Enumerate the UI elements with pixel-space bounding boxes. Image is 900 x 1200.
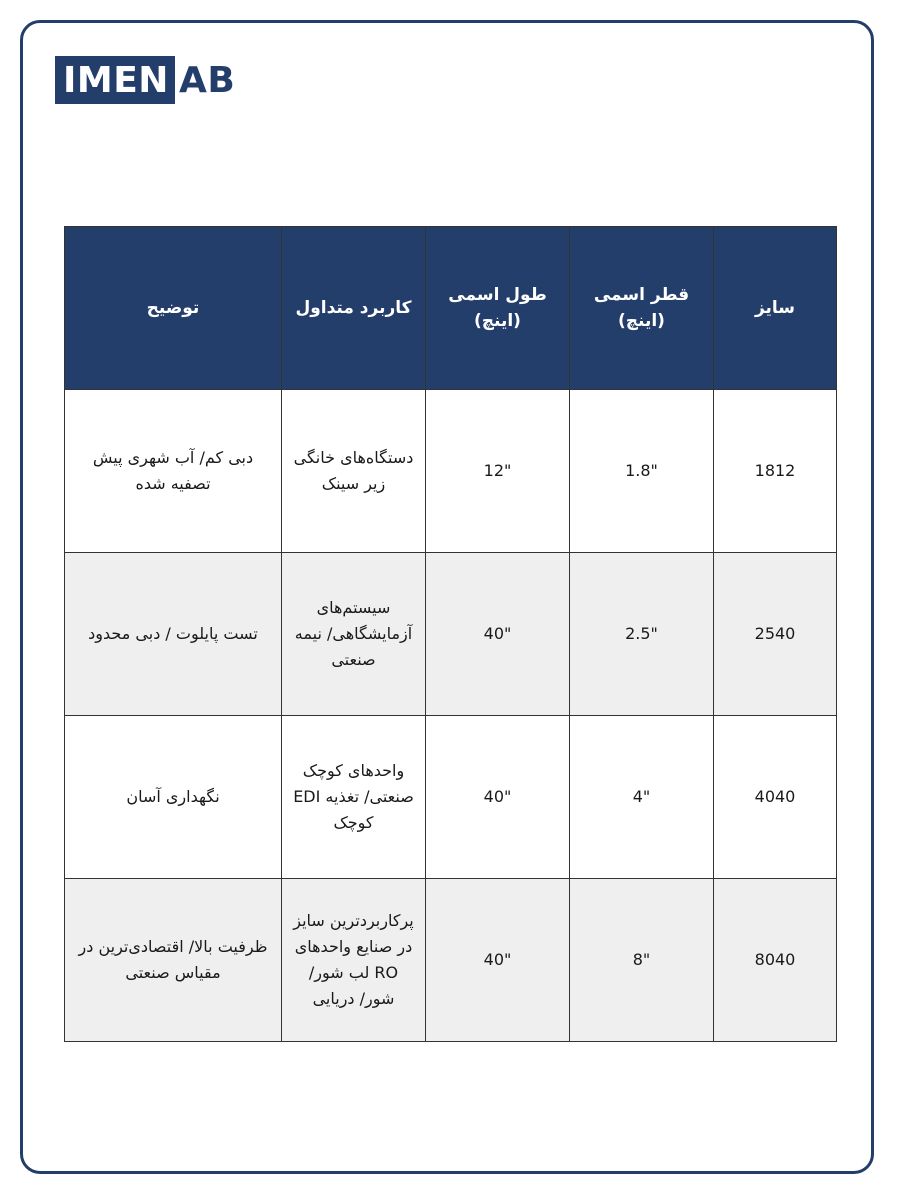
cell-application: واحدهای کوچک صنعتی/ تغذیه EDI کوچک	[282, 716, 426, 879]
cell-size: 2540	[714, 553, 837, 716]
header-size: سایز	[714, 227, 837, 390]
table-row	[65, 879, 837, 1042]
cell-size: 1812	[714, 390, 837, 553]
cell-size: 8040	[714, 879, 837, 1042]
cell-length: 12"	[426, 390, 570, 553]
brand-logo	[55, 56, 235, 104]
cell-description: دبی کم/ آب شهری پیش تصفیه شده	[65, 390, 282, 553]
table-row	[65, 553, 837, 716]
header-application: کاربرد متداول	[282, 227, 426, 390]
header-description: توضیح	[65, 227, 282, 390]
cell-diameter: 4"	[570, 716, 714, 879]
cell-diameter: 1.8"	[570, 390, 714, 553]
header-diameter: قطر اسمی (اینچ)	[570, 227, 714, 390]
table-row	[65, 390, 837, 553]
cell-length: 40"	[426, 879, 570, 1042]
cell-size: 4040	[714, 716, 837, 879]
logo-tail: AB	[178, 59, 236, 101]
cell-diameter: 2.5"	[570, 553, 714, 716]
cell-application: پرکاربردترین سایز در صنایع واحدهای RO لب شور/ شور/ دریایی	[282, 879, 426, 1042]
cell-application: سیستم‌های آزمایشگاهی/ نیمه صنعتی	[282, 553, 426, 716]
cell-description: ظرفیت بالا/ اقتصادی‌ترین در مقیاس صنعتی	[65, 879, 282, 1042]
cell-application: دستگاه‌های خانگی زیر سینک	[282, 390, 426, 553]
table-header-row	[65, 227, 837, 390]
cell-description: نگهداری آسان	[65, 716, 282, 879]
table-row	[65, 716, 837, 879]
cell-description: تست پایلوت / دبی محدود	[65, 553, 282, 716]
header-length: طول اسمی (اینچ)	[426, 227, 570, 390]
cell-length: 40"	[426, 553, 570, 716]
membrane-size-table	[64, 226, 837, 1042]
cell-diameter: 8"	[570, 879, 714, 1042]
cell-length: 40"	[426, 716, 570, 879]
logo-box: IMEN	[55, 56, 175, 104]
